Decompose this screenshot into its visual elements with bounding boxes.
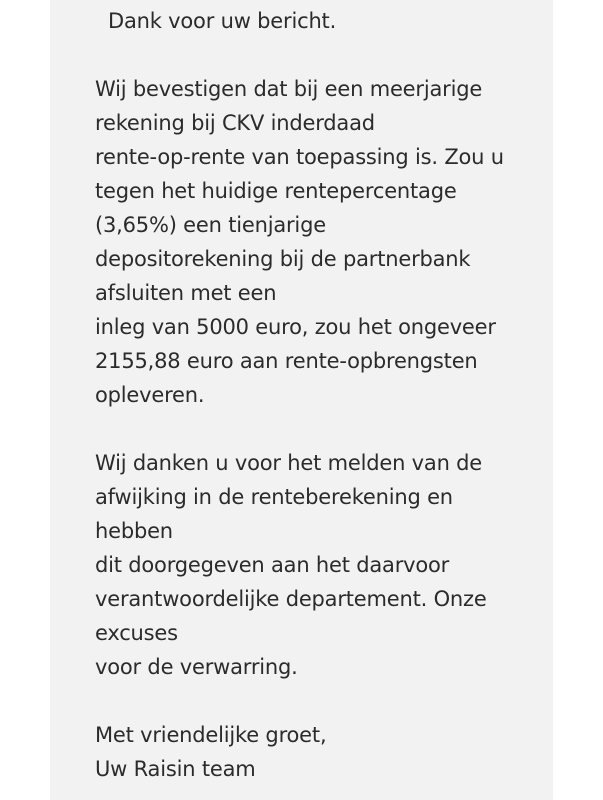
greeting-line: Dank voor uw bericht. — [108, 9, 337, 33]
paragraph-confirmation — [95, 72, 535, 412]
text-line: voor de verwarring. — [95, 655, 298, 679]
text-line: verantwoordelijke departement. Onze — [95, 587, 487, 611]
signature-line: Uw Raisin team — [95, 757, 256, 781]
text-line: depositorekening bij de partnerbank — [95, 247, 471, 271]
text-line: tegen het huidige rentepercentage — [95, 179, 457, 203]
text-line: Wij danken u voor het melden van de — [95, 451, 483, 475]
paragraph-gap — [95, 412, 535, 446]
text-line: inleg van 5000 euro, zou het ongeveer — [95, 315, 496, 339]
text-line: rekening bij CKV inderdaad — [95, 111, 375, 135]
closing-line: Met vriendelijke groet, — [95, 723, 327, 747]
text-line: excuses — [95, 621, 178, 645]
text-line: 2155,88 euro aan rente-opbrengsten — [95, 349, 478, 373]
paragraph-gap — [95, 38, 535, 72]
paragraph-thanks — [95, 446, 535, 684]
text-line: rente-op-rente van toepassing is. Zou u — [95, 145, 504, 169]
text-line: dit doorgegeven aan het daarvoor — [95, 553, 450, 577]
paragraph-gap — [95, 684, 535, 718]
text-line: afsluiten met een — [95, 281, 277, 305]
text-line: hebben — [95, 519, 173, 543]
text-line: (3,65%) een tienjarige — [95, 213, 326, 237]
text-line: opleveren. — [95, 383, 205, 407]
text-line: afwijking in de renteberekening en — [95, 485, 453, 509]
message-body — [95, 4, 535, 786]
text-line: Wij bevestigen dat bij een meerjarige — [95, 77, 483, 101]
